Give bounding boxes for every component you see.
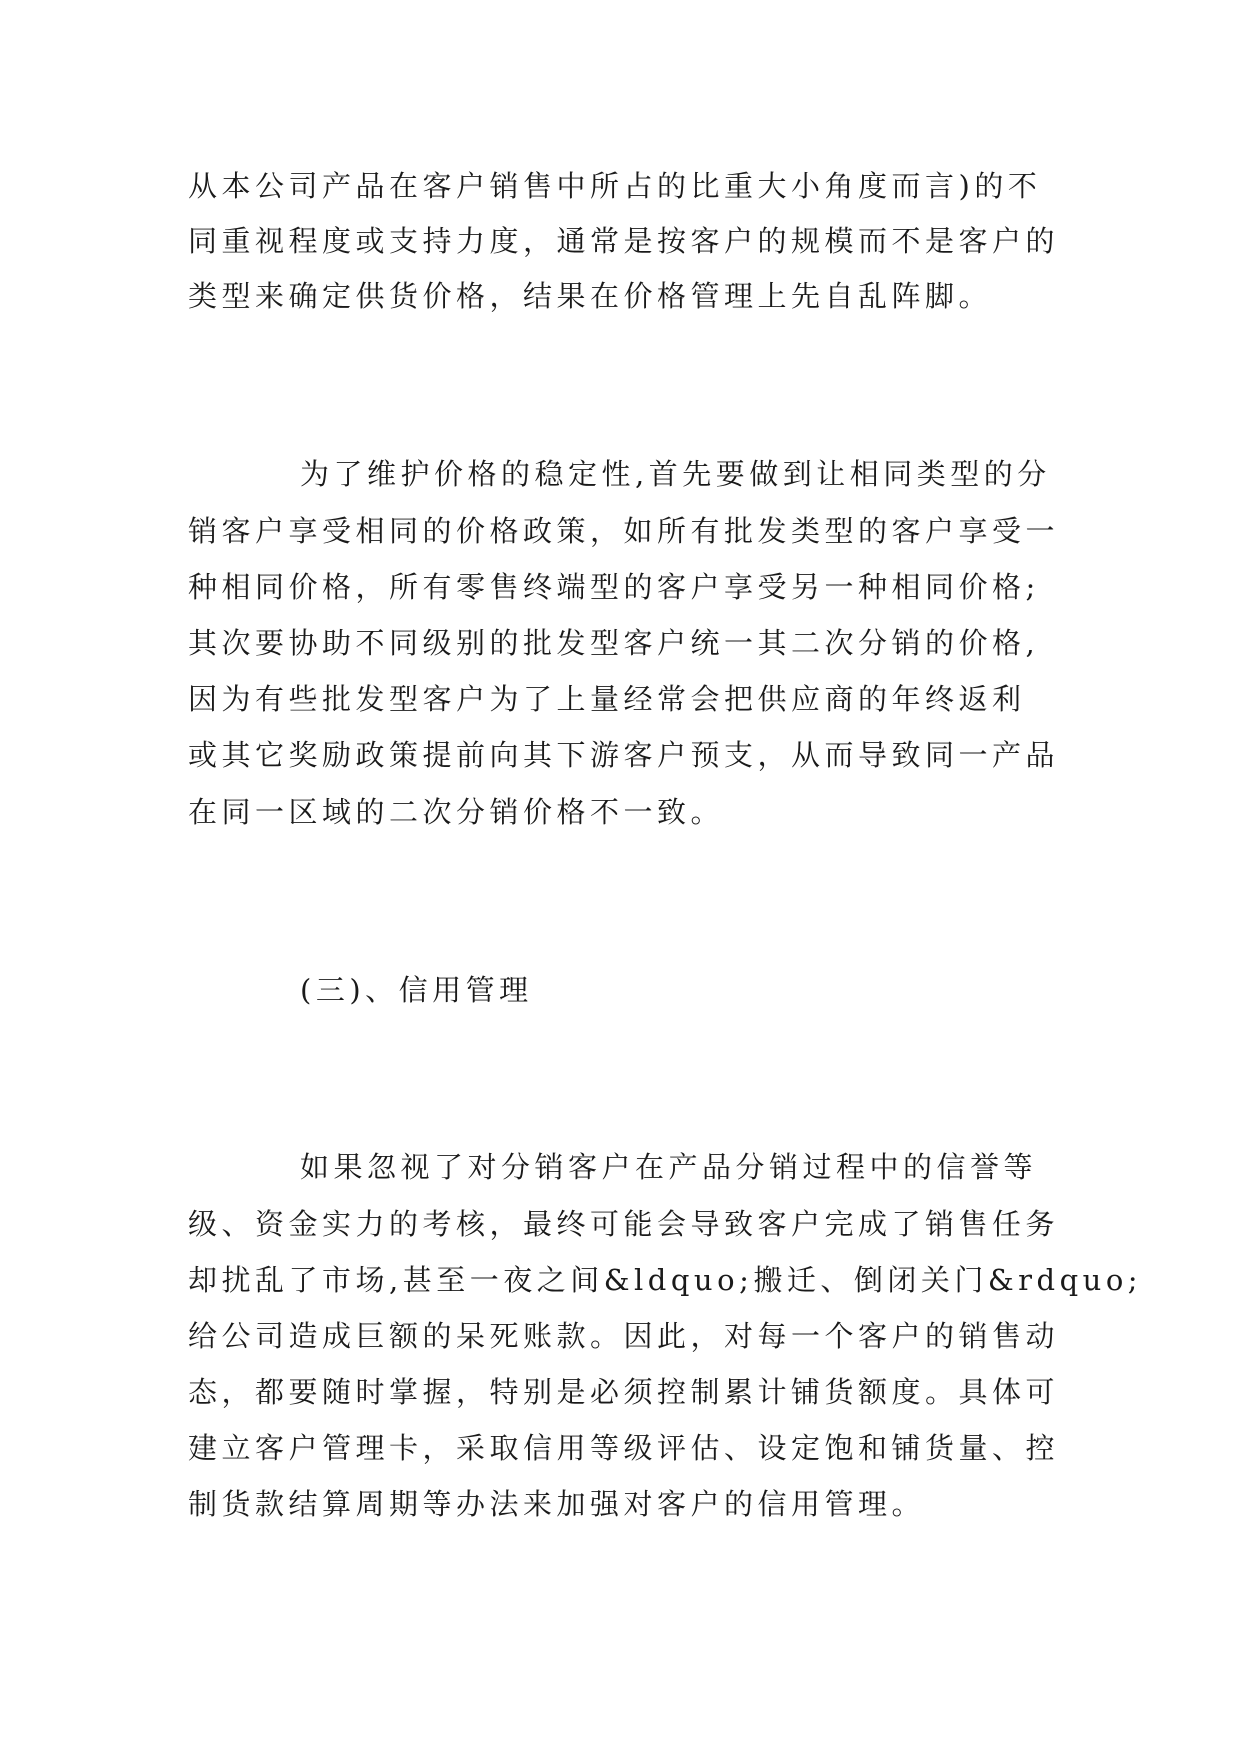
paragraph-line: 却扰乱了市场,甚至一夜之间&ldquo;搬迁、倒闭关门&rdquo; — [188, 1263, 1143, 1297]
paragraph-line: 其次要协助不同级别的批发型客户统一其二次分销的价格, — [188, 626, 1040, 660]
paragraph-line: 销客户享受相同的价格政策，如所有批发类型的客户享受一 — [188, 514, 1060, 548]
paragraph-line: 制货款结算周期等办法来加强对客户的信用管理。 — [188, 1487, 926, 1521]
paragraph-line: 给公司造成巨额的呆死账款。因此，对每一个客户的销售动 — [188, 1319, 1060, 1353]
paragraph-line: 种相同价格，所有零售终端型的客户享受另一种相同价格; — [188, 570, 1040, 604]
paragraph-line: 或其它奖励政策提前向其下游客户预支，从而导致同一产品 — [188, 738, 1060, 772]
paragraph-line: 如果忽视了对分销客户在产品分销过程中的信誉等 — [300, 1150, 1038, 1184]
paragraph-line: 同重视程度或支持力度，通常是按客户的规模而不是客户的 — [188, 224, 1060, 258]
paragraph-line: 类型来确定供货价格，结果在价格管理上先自乱阵脚。 — [188, 279, 993, 313]
section-heading: (三)、信用管理 — [300, 973, 533, 1007]
paragraph-line: 因为有些批发型客户为了上量经常会把供应商的年终返利 — [188, 682, 1026, 716]
paragraph-line: 从本公司产品在客户销售中所占的比重大小角度而言)的不 — [188, 169, 1042, 203]
paragraph-line: 建立客户管理卡，采取信用等级评估、设定饱和铺货量、控 — [188, 1431, 1060, 1465]
paragraph-line: 态，都要随时掌握，特别是必须控制累计铺货额度。具体可 — [188, 1375, 1060, 1409]
paragraph-line: 为了维护价格的稳定性,首先要做到让相同类型的分 — [300, 457, 1051, 491]
paragraph-line: 级、资金实力的考核，最终可能会导致客户完成了销售任务 — [188, 1207, 1060, 1241]
paragraph-line: 在同一区域的二次分销价格不一致。 — [188, 795, 725, 829]
